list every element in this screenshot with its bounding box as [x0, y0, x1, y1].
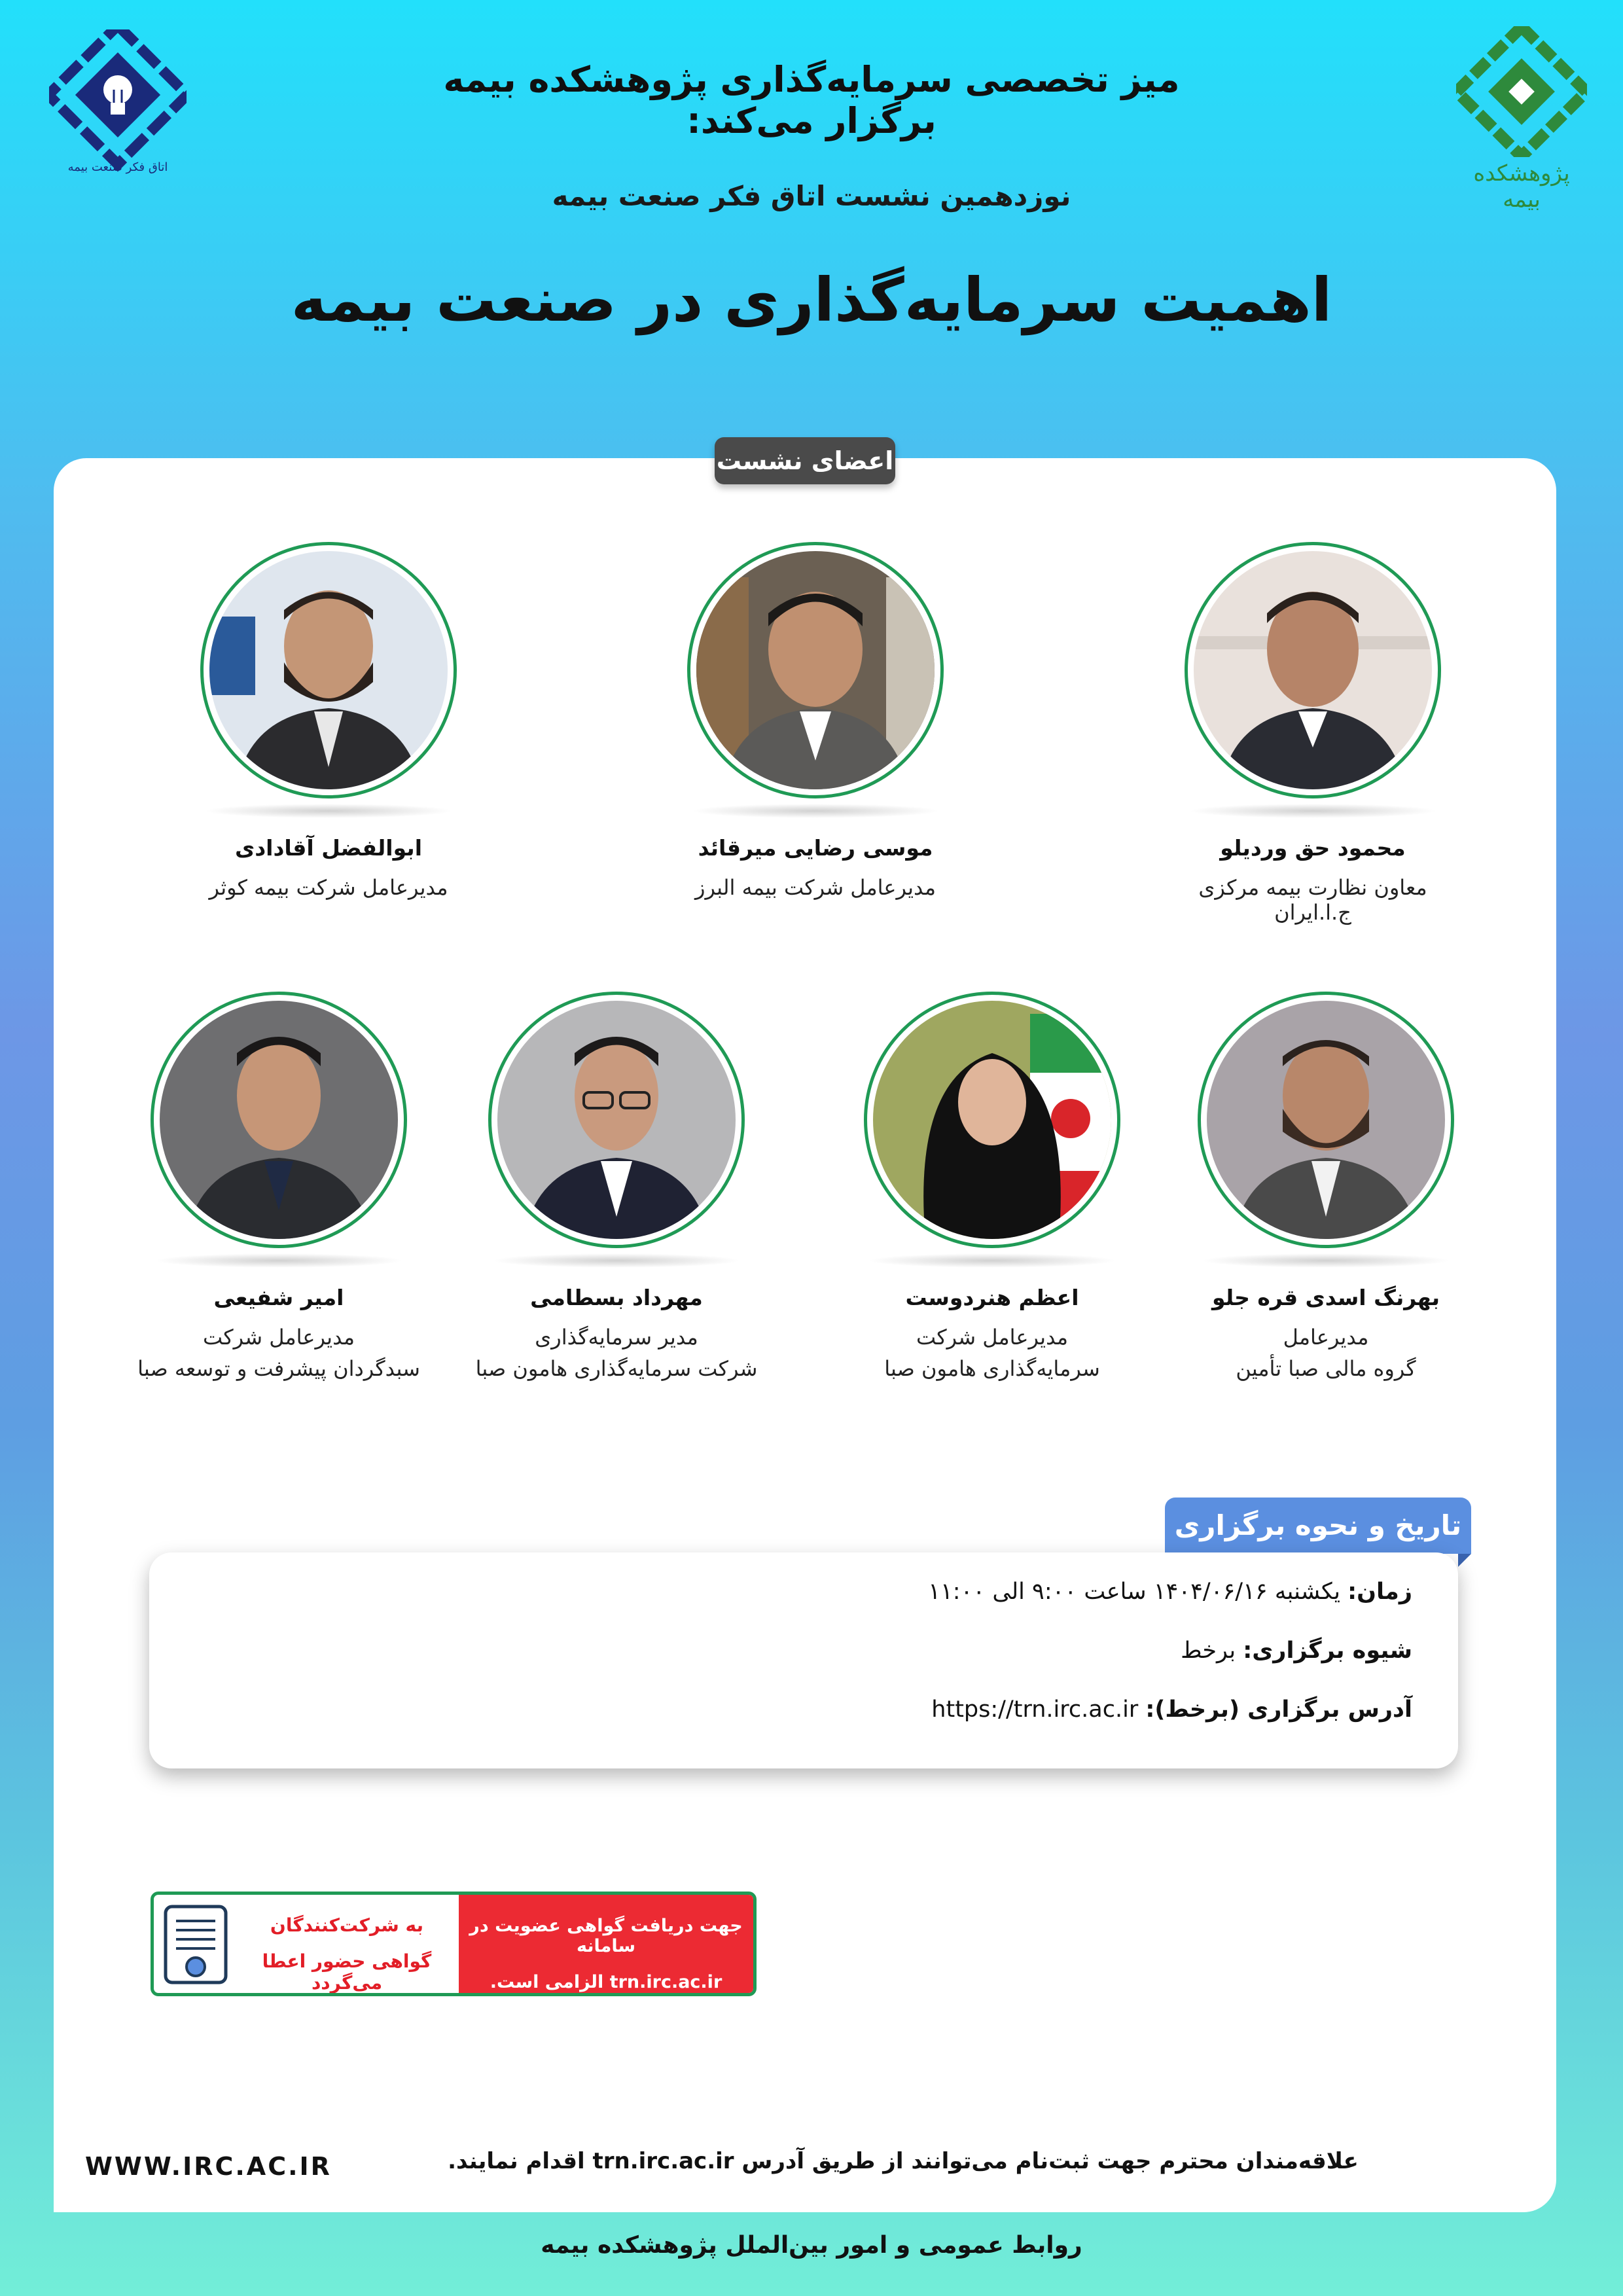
time-value: یکشنبه ۱۴۰۴/۰۶/۱۶ ساعت ۹:۰۰ الی ۱۱:۰۰ — [928, 1579, 1341, 1605]
member-name: موسی رضایی میرقائد — [698, 835, 933, 861]
avatar — [1198, 992, 1454, 1248]
avatar — [200, 542, 457, 798]
avatar — [687, 542, 944, 798]
address-label: آدرس برگزاری (برخط): — [1145, 1696, 1412, 1723]
event-address — [931, 1696, 1412, 1723]
person-photo-icon — [873, 1001, 1111, 1239]
member-title: مدیر سرمایه‌گذاری — [535, 1325, 698, 1350]
method-label: شیوه برگزاری: — [1243, 1638, 1412, 1664]
registration-note: علاقه‌مندان محترم جهت ثبت‌نام می‌توانند از طریق آدرس trn.irc.ac.ir اقدام نمایند. — [448, 2148, 1359, 2174]
person-photo-icon — [1207, 1001, 1445, 1239]
member-title: مدیرعامل شرکت بیمه البرز — [695, 875, 936, 900]
member-organization: سرمایه‌گذاری هامون صبا — [884, 1356, 1100, 1381]
member-title: مدیرعامل شرکت — [916, 1325, 1068, 1350]
person-photo-icon — [160, 1001, 398, 1239]
certificate-requirement — [459, 1895, 753, 1993]
member-title: مدیرعامل شرکت بیمه کوثر — [209, 875, 448, 900]
certificate-award-text — [239, 1895, 455, 1993]
member-card — [665, 542, 966, 900]
person-photo-icon — [696, 551, 935, 789]
page-title: اهمیت سرمایه‌گذاری در صنعت بیمه — [291, 265, 1332, 335]
members-tab: اعضای نشست — [715, 437, 895, 484]
award-line-2: گواهی حضور اعطا می‌گردد — [262, 1950, 432, 1994]
avatar — [864, 992, 1120, 1248]
think-tank-logo-caption: اتاق فکر صنعت بیمه — [67, 160, 168, 174]
certificate-icon — [163, 1904, 228, 1985]
member-card — [178, 542, 479, 900]
person-photo-icon — [1194, 551, 1432, 789]
public-relations-credit: روابط عمومی و امور بین‌الملل پژوهشکده بیمه — [541, 2232, 1082, 2259]
avatar — [151, 992, 407, 1248]
member-title: معاون نظارت بیمه مرکزی ج.ا.ایران — [1198, 875, 1427, 925]
member-card — [128, 992, 429, 1381]
member-name: محمود حق وردیلو — [1220, 835, 1406, 861]
insurance-research-logo — [1456, 26, 1587, 216]
think-tank-logo — [49, 29, 187, 183]
method-value: برخط — [1181, 1638, 1236, 1664]
session-number: نوزدهمین نشست اتاق فکر صنعت بیمه — [552, 180, 1071, 212]
avatar — [1185, 542, 1441, 798]
event-time — [928, 1579, 1412, 1605]
address-link[interactable]: https://trn.irc.ac.ir — [931, 1696, 1139, 1723]
person-photo-icon — [209, 551, 448, 789]
member-name: ابوالفضل آقادادی — [234, 835, 423, 861]
member-card — [1162, 542, 1463, 925]
organizer-kicker: میز تخصصی سرمایه‌گذاری پژوهشکده بیمه برگزار می‌کند: — [443, 59, 1180, 141]
award-line-1: به شرکت‌کنندگان — [270, 1914, 424, 1936]
member-name: مهرداد بسطامی — [530, 1285, 703, 1310]
event-method — [1181, 1638, 1412, 1664]
green-diamond-logo-icon — [1456, 26, 1587, 157]
member-name: امیر شفیعی — [213, 1285, 344, 1310]
member-card — [1175, 992, 1476, 1381]
certificate-badge — [151, 1892, 757, 1996]
tab-fold — [1458, 1554, 1471, 1567]
date-method-tab: تاریخ و نحوه برگزاری — [1165, 1498, 1471, 1554]
insurance-research-logo-caption: پژوهشکده بیمه — [1473, 160, 1570, 213]
person-photo-icon — [497, 1001, 736, 1239]
member-card — [466, 992, 767, 1381]
time-label: زمان: — [1347, 1579, 1412, 1605]
member-name: اعظم هنردوست — [905, 1285, 1079, 1310]
member-title: مدیرعامل — [1283, 1325, 1369, 1350]
event-info-box — [149, 1552, 1458, 1768]
member-title: مدیرعامل شرکت — [202, 1325, 355, 1350]
member-organization: شرکت سرمایه‌گذاری هامون صبا — [475, 1356, 758, 1381]
website-link[interactable]: WWW.IRC.AC.IR — [85, 2152, 332, 2181]
avatar — [488, 992, 745, 1248]
requirement-line-1: جهت دریافت گواهی عضویت در سامانه — [469, 1916, 743, 1956]
member-card — [842, 992, 1143, 1381]
member-organization: گروه مالی صبا تأمین — [1236, 1356, 1416, 1381]
requirement-line-2: trn.irc.ac.ir الزامی است. — [490, 1972, 722, 1992]
member-organization: سبدگردان پیشرفت و توسعه صبا — [137, 1356, 420, 1381]
member-name: بهرنگ اسدی قره جلو — [1212, 1285, 1440, 1310]
